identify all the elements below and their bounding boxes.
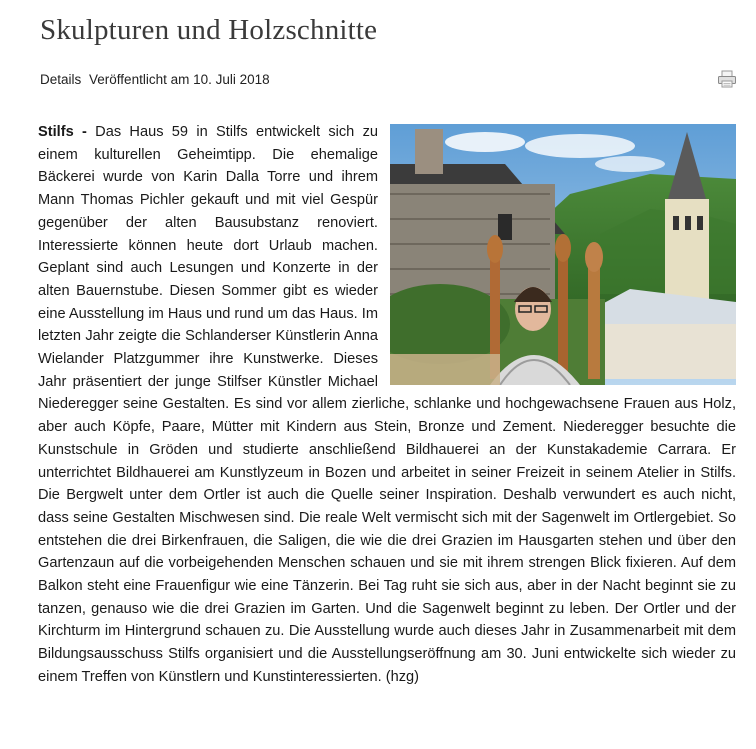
- article-title: Skulpturen und Holzschnitte: [40, 14, 378, 46]
- published-date: Veröffentlicht am 10. Juli 2018: [89, 72, 270, 87]
- article-body: [38, 121, 736, 689]
- article-text: Das Haus 59 in Stilfs entwickelt sich zu einem kulturellen Geheimtipp. Die ehemalige Bäckerei wurde von Karin Dalla Torre und ihrem Mann Thomas Pichler gekauft und mit viel Gespür gegenüber der alten Bausubstanz renoviert. Interessierte können heute dort Urlaub machen. Geplant sind auch Lesungen und Konzerte in der alten Bauernstube. Diesen Sommer gibt es wieder eine Ausstellung im Haus und rund um das Haus. Im letzten Jahr zeigte die Schlanderser Künstlerin Anna Wielander Platzgummer ihre Kunstwerke. Dieses Jahr präsentiert der junge Stilfser Künstler Michael Niederegger seine Gestalten. Es sind vor allem zierliche, schlanke und hochgewachsene Frauen aus Holz, aber auch Köpfe, Paare, Mütter mit Kindern aus Stein, Bronze und Zement. Niederegger besuchte die Kunstschule in Gröden und studierte anschließend Bildhauerei an der Kunstakademie Carrara. Er unterrichtet Bildhauerei am Kunstlyzeum in Bozen und arbeitet in seiner Freizeit in seinem Atelier in Stilfs. Die Bergwelt unter dem Ortler ist auch die Quelle seiner Inspiration. Deshalb verwundert es auch nicht, dass seine Gestalten Mischwesen sind. Die reale Welt vermischt sich mit der Sagenwelt im Ortlergebiet. So entstehen die drei Birkenfrauen, die Saligen, die wie die drei Grazien im Hausgarten stehen und über den Gartenzaun auf die vorbeigehenden Menschen schauen und sie mit ihrem strengen Blick fixieren. Auf dem Balkon steht eine Frauenfigur wie eine Tänzerin. Bei Tag ruht sie sich aus, aber in der Nacht beginnt sie zu tanzen, genauso wie die drei Grazien im Garten. Und die Sagenwelt beginnt zu leben. Der Ortler und der Kirchturm im Hintergrund schauen zu. Die Ausstellung wurde auch dieses Jahr in Zusammenarbeit mit dem Bildungsausschuss Stilfs organisiert und die Ausstellungseröffnung am 30. Juni entwickelte sich wieder zu einem Treffen von Künstlern und Kunstinteressierten. (hzg): [38, 124, 736, 685]
- article-photo: [390, 124, 736, 385]
- dateline: Stilfs -: [38, 124, 87, 140]
- printer-icon[interactable]: [717, 69, 737, 89]
- details-label: Details: [40, 72, 82, 87]
- article-meta: [40, 72, 274, 87]
